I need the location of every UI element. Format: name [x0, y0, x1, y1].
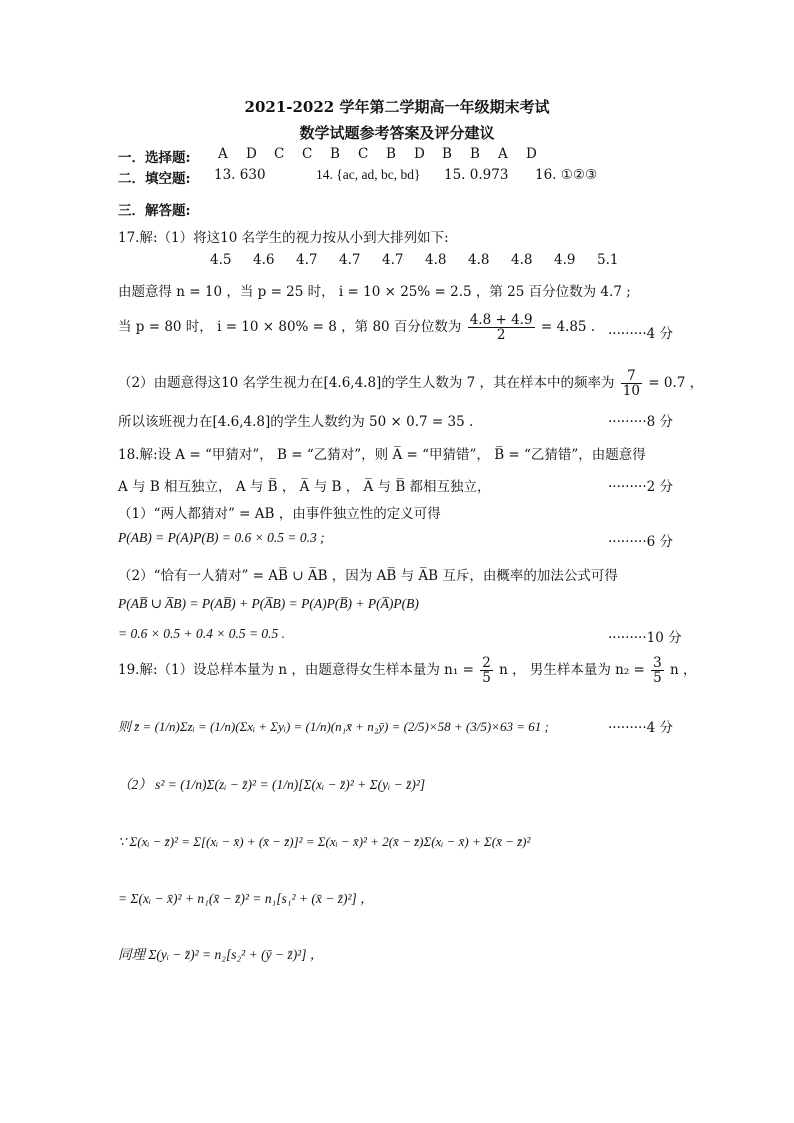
- section3-label: 三．解答题:: [118, 203, 191, 219]
- numerator: 3: [653, 655, 662, 671]
- denominator: 10: [622, 383, 640, 400]
- value: 4.8: [468, 252, 490, 268]
- q19-line1: [118, 656, 697, 685]
- answer-16: 16. ①②③: [535, 167, 598, 183]
- value: 4.7: [296, 252, 318, 268]
- choice-answer: B: [442, 146, 452, 162]
- choice-answer: A: [218, 146, 228, 162]
- score-marker: ·········8 分: [608, 414, 674, 430]
- value: 4.9: [554, 252, 576, 268]
- q17-line3: [118, 313, 595, 342]
- q17-values: [210, 252, 640, 268]
- q18-line2: A 与 B 相互独立， A 与 B̅ ， A̅ 与 B ， A̅ 与 B̅ 都相互独立，: [118, 479, 491, 495]
- q19-line5: = Σ(xᵢ − x̄)² + n₁(x̄ − z̄)² = n₁[s₁² + (x̄ − z̄)²] ，: [118, 891, 374, 906]
- fraction: [468, 313, 535, 342]
- choice-answer: B: [330, 146, 340, 162]
- value: 4.8: [425, 252, 447, 268]
- q19-line3: （2） s² = (1/n)Σ(zᵢ − z̄)² = (1/n)[Σ(xᵢ − z̄)² + Σ(yᵢ − z̄)²]: [118, 777, 426, 792]
- denominator: 2: [496, 327, 506, 344]
- choice-answer: A: [498, 146, 508, 162]
- section1-label: 一．选择题:: [118, 150, 191, 166]
- value: 4.8: [511, 252, 533, 268]
- q17-intro: 17.解:（1）将这10 名学生的视力按从小到大排列如下:: [118, 230, 449, 246]
- page-title: 2021-2022 学年第二学期高一年级期末考试: [244, 98, 550, 116]
- choice-answer: D: [246, 146, 257, 162]
- q18-line5: （2）“恰有一人猜对” = AB̅ ∪ A̅B ，因为 AB̅ 与 A̅B 互斥，由概率的加法公式可得: [118, 568, 618, 584]
- answer-15: 15. 0.973: [444, 167, 509, 183]
- choice-answer: D: [414, 146, 425, 162]
- q19-line2: 则 z̄ = (1/n)Σzᵢ = (1/n)(Σxᵢ + Σyᵢ) = (1/n)(n₁x̄ + n₂ȳ) = (2/5)×58 + (3/5)×63 = 61 ;: [118, 719, 549, 734]
- score-marker: ·········4 分: [608, 720, 674, 736]
- value: 4.5: [210, 252, 232, 268]
- q19-line1-mid: n ， 男生样本量为 n₂ =: [499, 662, 645, 679]
- q17-line4: [118, 369, 703, 398]
- fraction: [480, 656, 493, 685]
- denominator: 5: [482, 670, 491, 687]
- numerator: 7: [621, 369, 642, 384]
- q18-line4: P(AB) = P(A)P(B) = 0.6 × 0.5 = 0.3 ;: [118, 530, 325, 545]
- q17-line4-result: = 0.7 ，: [648, 375, 704, 392]
- numerator: 4.8 + 4.9: [469, 312, 533, 328]
- q17-line4-text: （2）由题意得这10 名学生视力在[4.6,4.8]的学生人数为 7 ，其在样本中的频率为: [118, 375, 615, 392]
- fraction: [621, 369, 642, 398]
- q18-line6: P(AB̅ ∪ A̅B) = P(AB̅) + P(A̅B) = P(A)P(B̅) + P(A̅)P(B): [118, 596, 419, 611]
- q18-line7: = 0.6 × 0.5 + 0.4 × 0.5 = 0.5 .: [118, 626, 286, 641]
- q19-line1-end: n ，: [670, 662, 697, 679]
- score-marker: ·········10 分: [608, 630, 682, 646]
- q18-line1: 18.解:设 A = “甲猜对”， B = “乙猜对”，则 A̅ = “甲猜错”， B̅ = “乙猜错”，由题意得: [118, 447, 646, 463]
- q19-line4: ∵ Σ(xᵢ − z̄)² = Σ[(xᵢ − x̄) + (x̄ − z̄)]² = Σ(xᵢ − x̄)² + 2(x̄ − z̄)Σ(xᵢ − x̄) + Σ(x̄ − z̄)²: [118, 834, 531, 849]
- q19-line1-text: 19.解:（1）设总样本量为 n ，由题意得女生样本量为 n₁ =: [118, 662, 474, 679]
- choice-answer: B: [470, 146, 480, 162]
- answer-14: 14. {ac, ad, bc, bd}: [316, 167, 421, 182]
- value: 5.1: [597, 252, 619, 268]
- page-subtitle: 数学试题参考答案及评分建议: [299, 124, 495, 142]
- score-marker: ·········6 分: [608, 534, 674, 550]
- q17-line3-result: = 4.85 .: [540, 319, 596, 336]
- section2-label: 二．填空题:: [118, 171, 191, 187]
- value: 4.7: [339, 252, 361, 268]
- q17-line5: 所以该班视力在[4.6,4.8]的学生人数约为 50 × 0.7 = 35 .: [118, 414, 474, 430]
- choice-answer: C: [358, 146, 369, 162]
- score-marker: ·········4 分: [608, 326, 674, 342]
- q19-line6: 同理 Σ(yᵢ − z̄)² = n₂[s₂² + (ȳ − z̄)²] ，: [118, 947, 324, 962]
- fraction: [651, 656, 664, 685]
- value: 4.7: [382, 252, 404, 268]
- q17-line3-text: 当 p = 80 时， i = 10 × 80% = 8 ，第 80 百分位数为: [118, 319, 462, 336]
- choice-answer: C: [302, 146, 313, 162]
- q17-line2: 由题意得 n = 10 ，当 p = 25 时， i = 10 × 25% = 2.5 ，第 25 百分位数为 4.7 ;: [118, 284, 631, 300]
- choice-answer: B: [386, 146, 396, 162]
- choice-answer: D: [526, 146, 537, 162]
- denominator: 5: [653, 670, 662, 687]
- answer-13: 13. 630: [214, 167, 266, 183]
- choice-answer: C: [274, 146, 285, 162]
- score-marker: ·········2 分: [608, 479, 674, 495]
- q18-line3: （1）“两人都猜对” = AB ，由事件独立性的定义可得: [118, 506, 441, 522]
- value: 4.6: [253, 252, 275, 268]
- numerator: 2: [482, 655, 491, 671]
